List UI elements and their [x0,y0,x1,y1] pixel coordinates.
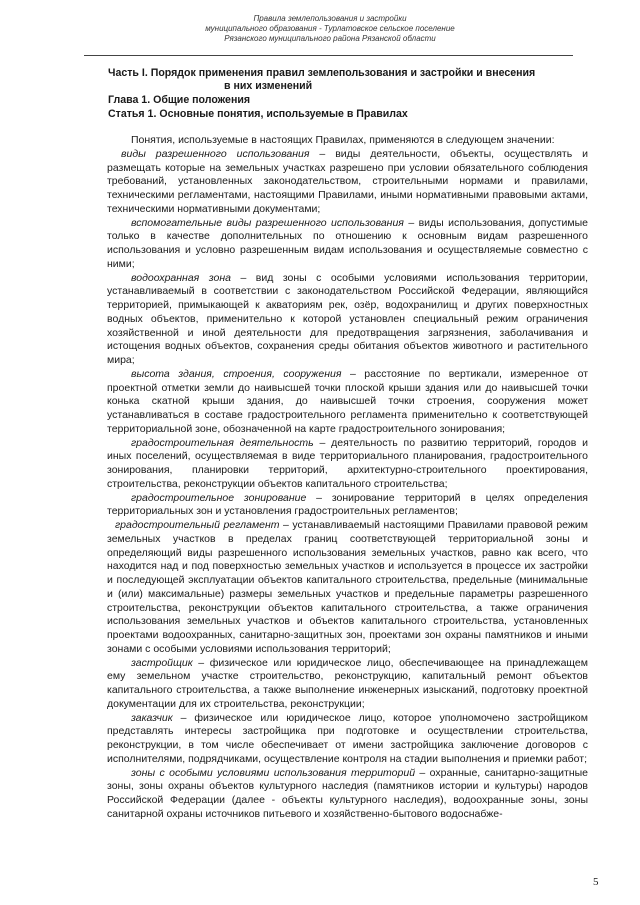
header-line-1: Правила землепользования и застройки [253,14,407,23]
part-heading: Часть I. Порядок применения правил землепользования и застройки и внесения [108,67,536,79]
definition-text: – виды деятельности, объекты, осуществлять и размещать которые на земельных участках разрешено при условии обязательного соблюдения требований, установленных законодательством, строительными нормами и правилами, техническими регламентами, настоящими Правилами, иными нормативными правовыми актами, техническими нормативными документами; [107,147,588,215]
running-header [180,14,480,44]
definition-term: виды разрешенного использования [121,147,310,160]
definition-text: – физическое или юридическое лицо, обеспечивающее на принадлежащем ему земельном участке строительство, реконструкцию, капитальный ремонт объектов капитального строительства, а также выполнение инженерных изысканий, подготовку проектной документации для их строительства, реконструкции; [107,656,588,710]
definition-paragraph [107,437,588,492]
definition-text: – устанавливаемый настоящими Правилами правовой режим земельных участков в пределах границ соответствующей территориальной зоны и определяющий виды разрешенного использования земельных участков, равно как всего, что находится над и под поверхностью земельных участков и используется в процессе их застройки и последующей эксплуатации объектов капитального строительства, предельные (минимальные и (или) максимальные) размеры земельных участков и предельные параметры разрешенного строительства, реконструкции объектов капитального строительства, а также ограничения использования земельных участков и объектов капитального строительства, установленных проектами водоохранных, санитарно-защитных зон, проектами зон охраны памятников и иными зонами с особыми условиями использования территорий; [107,519,589,655]
article-heading: Статья 1. Основные понятия, используемые в Правилах [108,108,408,120]
definition-text: – зонирование территорий в целях определения территориальных зон и установления градостроительных регламентов; [107,491,588,518]
definition-text: – вид зоны с особыми условиями использования территории, устанавливаемый в соответствии с законодательством Российской Федерации, являющийся территорией, примыкающей к акваториям рек, озёр, водохранилищ и других поверхностных водных объектов, применительно к которой установлен специальный режим ограничения хозяйственной и иной деятельности для предотвращения загрязнения, заболачивания и истощения водных объектов, сохранения среды обитания объектов животного и растительного мира; [107,271,588,366]
definition-text: – деятельность по развитию территорий, городов и иных поселений, осуществляемая в виде территориального планирования, градостроительного зонирования, планировки территорий, архитектурно-строительного проектирования, строительства, реконструкции объектов капитального строительства; [107,436,588,490]
definition-paragraph [107,492,588,520]
header-line-3: Рязанского муниципального района Рязанской области [224,34,436,43]
definition-paragraph [107,767,588,822]
definition-paragraph [107,217,588,272]
definition-term: зоны с особыми условиями использования территорий [131,766,416,779]
definition-text: – охранные, санитарно-защитные зоны, зоны охраны объектов культурного наследия (памятников истории и культуры) народов Российской Федерации (далее - объекты культурного наследия), водоохранные зоны, зоны санитарной охраны источников питьевого и хозяйственно-бытового водоснабже- [107,766,589,820]
header-divider [84,55,573,56]
definition-term: вспомогательные виды разрешенного использования [131,216,404,229]
definition-paragraph [107,519,588,657]
header-line-2: муниципального образования - Турлатовское сельское поселение [205,24,455,33]
intro-paragraph: Понятия, используемые в настоящих Правилах, применяются в следующем значении: [131,134,555,146]
definition-paragraph [107,657,588,712]
definition-paragraph [107,712,588,767]
definition-term: заказчик [131,711,173,724]
definition-text: – физическое или юридическое лицо, которое уполномочено застройщиком представлять интересы застройщика при подготовке и осуществлении строительства, реконструкции, в том числе обеспечивает от имени застройщика заключение договоров с исполнителями, подрядчиками, осуществление контроля на стадии выполнения и приемки работ; [107,711,588,765]
chapter-heading: Глава 1. Общие положения [108,94,251,106]
definition-text: – виды использования, допустимые только в качестве дополнительных по отношению к основным видам разрешенного использования и условно разрешенным видам использования и осуществляемые совместно с ними; [107,216,588,270]
definition-term: градостроительный регламент [115,519,280,531]
part-heading-continuation: в них изменений [224,80,313,92]
definition-term: застройщик [131,656,193,669]
definition-text: – расстояние по вертикали, измеренное от проектной отметки земли до наивысшей точки плоской крыши здания или до наивысшей точки конька скатной крыши здания, до наивысшей точки строения, сооружения может устанавливаться в составе градостроительного регламента применительно к соответствующей территориальной зоне, обозначенной на карте градостроительного зонирования; [107,367,588,435]
definition-term: градостроительная деятельность [131,436,314,449]
definition-paragraph [107,272,588,368]
definition-paragraph [107,148,588,217]
definition-term: градостроительное зонирование [131,491,307,504]
page-number: 5 [593,876,599,888]
article-body [107,134,588,822]
definition-term: высота здания, строения, сооружения [131,367,342,380]
definition-paragraph [107,368,588,437]
definition-term: водоохранная зона [131,271,231,284]
